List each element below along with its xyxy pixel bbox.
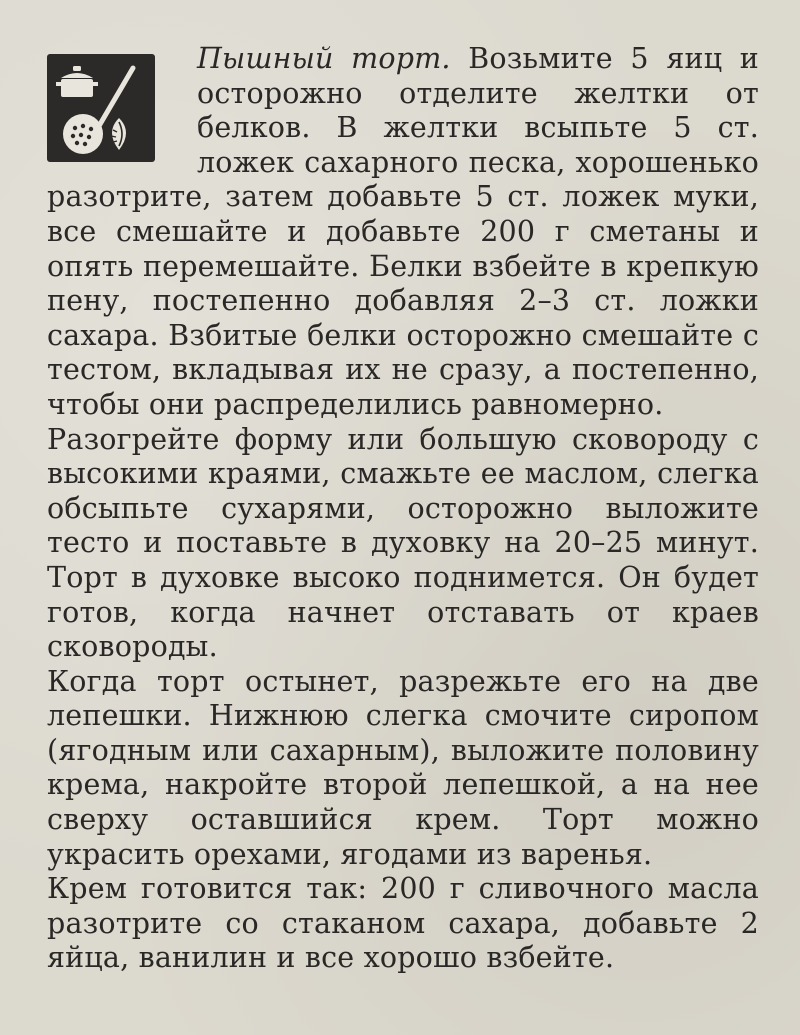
recipe-paragraph-1-text: Возьмите 5 яиц и осторожно отделите желтки от белков. В желтки всыпьте 5 ст. ложек сахарного песка, хорошенько разотрите, затем добавьте 5 ст. ложек муки, все смешайте и добавьте 200 г сметаны и опять перемешайте. Белки взбейте в крепкую пену, постепенно добавляя 2–3 ст. ложки сахара. Взбитые белки осторожно смешайте с тестом, вкладывая их не сразу, а постепенно, чтобы они распределились равномерно. xyxy=(47,42,759,421)
recipe-paragraph-3: Когда торт остынет, разрежьте его на две лепешки. Нижнюю слегка смочите сиропом (ягодным или сахарным), выложите половину крема, накройте второй лепешкой, а на нее сверху оставшийся крем. Торт можно украсить орехами, ягодами из варенья. xyxy=(47,664,759,871)
recipe-title: Пышный торт. xyxy=(197,42,451,75)
recipe-paragraph-4: Крем готовится так: 200 г сливочного масла разотрите со стаканом сахара, добавьте 2 яйца, ванилин и все хорошо взбейте. xyxy=(47,872,759,975)
recipe-article xyxy=(47,42,759,976)
recipe-paragraph-2: Разогрейте форму или большую сковороду с высокими краями, смажьте ее маслом, слегка обсыпьте сухарями, осторожно выложите тесто и поставьте в духовку на 20–25 минут. Торт в духовке высоко поднимется. Он будет готов, когда начнет отставать от краев сковороды. xyxy=(47,422,759,664)
icon-spacer xyxy=(47,42,197,172)
